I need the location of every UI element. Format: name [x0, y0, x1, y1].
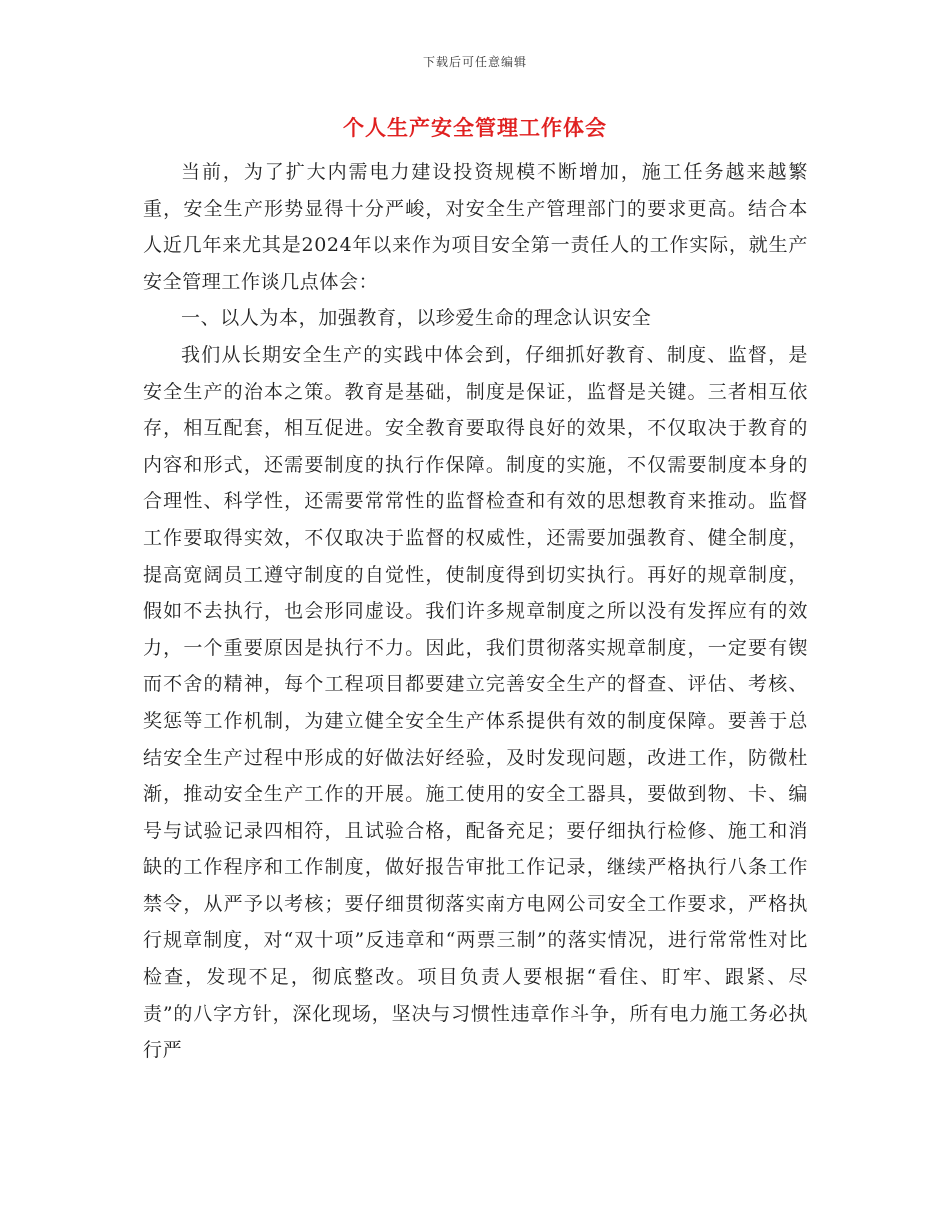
document-body: [143, 154, 808, 1069]
paragraph-section-1: 我们从长期安全生产的实践中体会到，仔细抓好教育、制度、监督，是安全生产的治本之策。教育是基础，制度是保证，监督是关键。三者相互依存，相互配套，相互促进。安全教育要取得良好的效果，不仅取决于教育的内容和形式，还需要制度的执行作保障。制度的实施，不仅需要制度本身的合理性、科学性，还需要常常性的监督检查和有效的思想教育来推动。监督工作要取得实效，不仅取决于监督的权威性，还需要加强教育、健全制度，提高宽阔员工遵守制度的自觉性，使制度得到切实执行。再好的规章制度，假如不去执行，也会形同虚设。我们许多规章制度之所以没有发挥应有的效力，一个重要原因是执行不力。因此，我们贯彻落实规章制度，一定要有锲而不舍的精神，每个工程项目都要建立完善安全生产的督查、评估、考核、奖惩等工作机制，为建立健全安全生产体系提供有效的制度保障。要善于总结安全生产过程中形成的好做法好经验，及时发现问题，改进工作，防微杜渐，推动安全生产工作的开展。施工使用的安全工器具，要做到物、卡、编号与试验记录四相符，且试验合格，配备充足；要仔细执行检修、施工和消缺的工作程序和工作制度，做好报告审批工作记录，继续严格执行八条工作禁令，从严予以考核；要仔细贯彻落实南方电网公司安全工作要求，严格执行规章制度，对“双十项”反违章和“两票三制”的落实情况，进行常常性对比检查，发现不足，彻底整改。项目负责人要根据“看住、盯牢、跟紧、尽责”的八字方针，深化现场，坚决与习惯性违章作斗争，所有电力施工务必执行严: [143, 343, 808, 1062]
document-title: 个人生产安全管理工作体会: [343, 115, 607, 140]
paragraph-intro: 当前，为了扩大内需电力建设投资规模不断增加，施工任务越来越繁重，安全生产形势显得十分严峻，对安全生产管理部门的要求更高。结合本人近几年来尤其是2024年以来作为项目安全第一责任人的工作实际，就生产安全管理工作谈几点体会：: [143, 161, 808, 293]
page-header-note: 下载后可任意编辑: [422, 55, 527, 69]
section-heading-1: 一、以人为本，加强教育，以珍爱生命的理念认识安全: [181, 307, 652, 330]
